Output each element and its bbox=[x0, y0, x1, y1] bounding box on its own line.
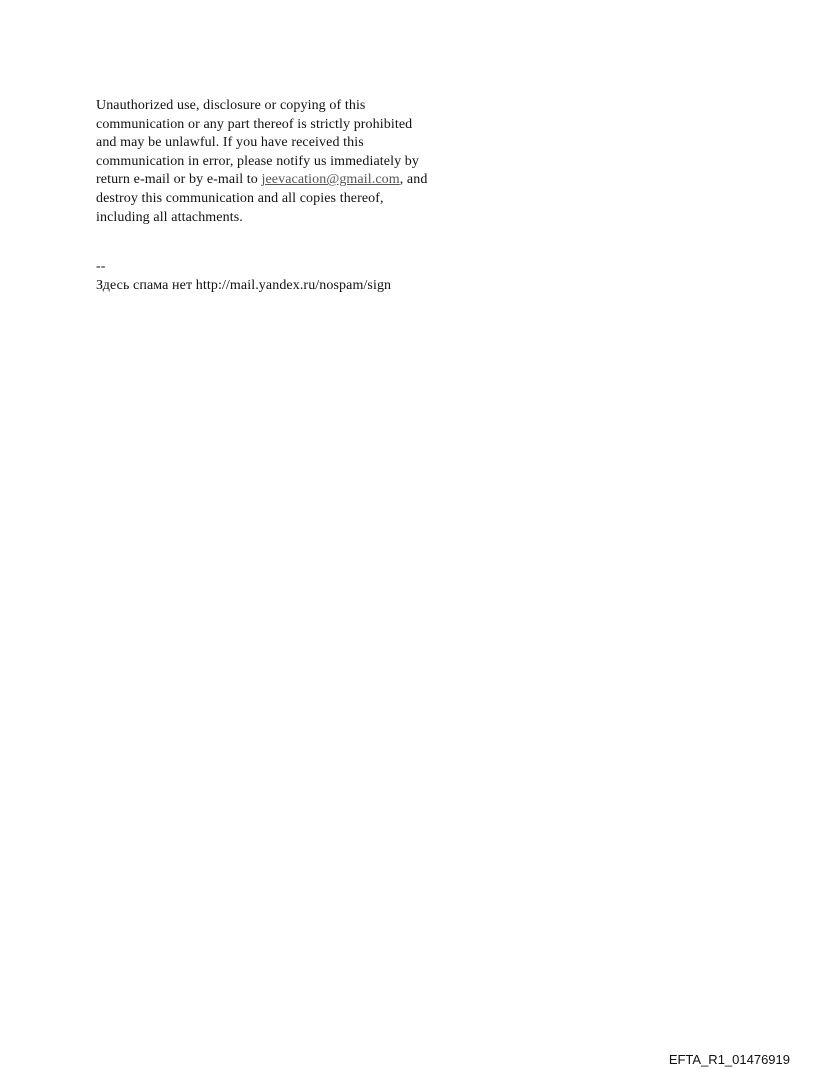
bates-number: EFTA_R1_01476919 bbox=[668, 1052, 790, 1067]
disclaimer-text-before-link: return e-mail or by e-mail to bbox=[96, 172, 262, 188]
disclaimer-line: and may be unlawful. If you have received this bbox=[96, 135, 364, 151]
disclaimer-line: Unauthorized use, disclosure or copying of this bbox=[96, 98, 366, 113]
email-disclaimer-paragraph bbox=[96, 97, 496, 295]
email-address-link[interactable]: jeevacation@gmail.com bbox=[261, 172, 400, 188]
signature-separator: -- bbox=[96, 259, 106, 275]
email-signature bbox=[96, 258, 496, 295]
disclaimer-line: including all attachments. bbox=[96, 209, 243, 225]
disclaimer-line: communication or any part thereof is strictly prohibited bbox=[96, 116, 413, 132]
disclaimer-line-with-link bbox=[96, 171, 496, 190]
signature-text: Здесь спама нет http://mail.yandex.ru/nospam/sign bbox=[96, 277, 392, 293]
disclaimer-text-after-link: , and bbox=[399, 172, 428, 188]
disclaimer-line: communication in error, please notify us immediately by bbox=[96, 153, 419, 169]
disclaimer-line: destroy this communication and all copies thereof, bbox=[96, 190, 384, 206]
